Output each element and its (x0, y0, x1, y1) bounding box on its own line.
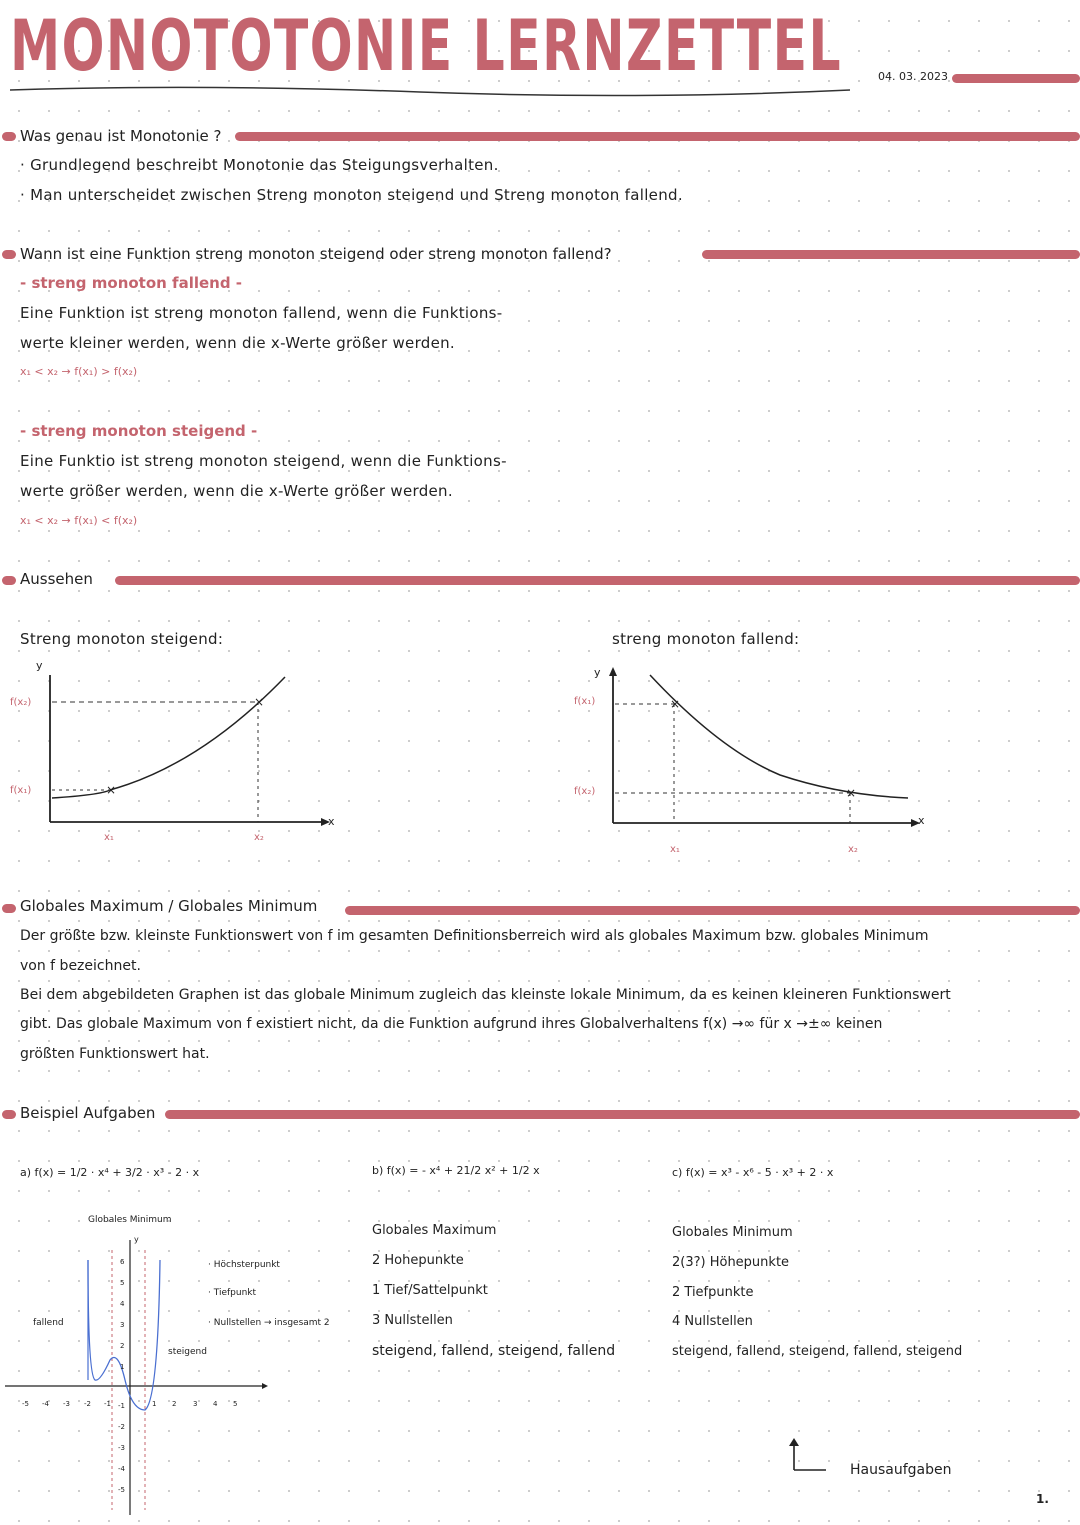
task-b-line: steigend, fallend, steigend, fallend (372, 1343, 616, 1359)
section-heading-monotonie: Was genau ist Monotonie ? (20, 127, 222, 145)
point-marker: × (106, 783, 117, 797)
subheading-steigend: - streng monoton steigend - (20, 422, 258, 440)
heading-marker (2, 576, 16, 585)
task-b-function: b) f(x) = - x⁴ + 21/2 x² + 1/2 x (372, 1164, 540, 1177)
text-line: von f bezeichnet. (20, 958, 141, 974)
svg-text:-1: -1 (104, 1400, 111, 1408)
svg-text:-2: -2 (84, 1400, 91, 1408)
graph-title-steigend: Streng monoton steigend: (20, 630, 224, 648)
task-a-label: · Höchsterpunkt (208, 1260, 280, 1270)
page-number: 1. (1036, 1492, 1049, 1506)
text-line: werte kleiner werden, wenn die x-Werte größer werden. (20, 334, 455, 352)
label-x1: x₁ (104, 832, 114, 843)
text-line: Bei dem abgebildeten Graphen ist das globale Minimum zugleich das kleinste lokale Minimum, da es keinen kleineren Funktionswert (20, 987, 951, 1003)
task-b-line: 2 Hohepunkte (372, 1253, 464, 1268)
point-marker: × (254, 695, 265, 709)
task-a-fallend: fallend (33, 1318, 64, 1328)
task-b-line: 1 Tief/Sattelpunkt (372, 1283, 488, 1298)
y-axis-label: y (134, 1235, 139, 1244)
label-fx2: f(x₂) (574, 786, 596, 797)
text-line: werte größer werden, wenn die x-Werte größer werden. (20, 482, 453, 500)
task-a-label-top: Globales Minimum (88, 1215, 172, 1225)
label-fx2: f(x₂) (10, 697, 32, 708)
svg-text:2: 2 (172, 1400, 177, 1408)
label-x2: x₂ (254, 832, 264, 843)
section-heading-when: Wann ist eine Funktion streng monoton steigend oder streng monoton fallend? (20, 245, 612, 263)
task-a-label: · Nullstellen → insgesamt 2 (208, 1318, 330, 1328)
point-marker: × (846, 786, 857, 800)
task-c-line: 4 Nullstellen (672, 1314, 753, 1329)
text-line: gibt. Das globale Maximum von f existiert nicht, da die Funktion aufgrund ihres Globalverhaltens f(x) →∞ für x →±∞ keinen (20, 1016, 883, 1032)
task-c-line: steigend, fallend, steigend, fallend, steigend (672, 1344, 963, 1359)
svg-text:3: 3 (120, 1321, 125, 1329)
task-c-line: 2 Tiefpunkte (672, 1285, 754, 1300)
homework-label: Hausaufgaben (850, 1462, 952, 1478)
svg-text:-4: -4 (118, 1465, 125, 1473)
section-heading-aussehen: Aussehen (20, 570, 93, 588)
label-fx1: f(x₁) (574, 696, 596, 707)
formula-fallend: x₁ < x₂ → f(x₁) > f(x₂) (20, 365, 138, 378)
task-a-function: a) f(x) = 1/2 · x⁴ + 3/2 · x³ - 2 · x (20, 1166, 200, 1179)
svg-text:-1: -1 (118, 1402, 125, 1410)
y-axis-label: y (36, 659, 43, 672)
heading-rule (165, 1110, 1080, 1119)
svg-text:-3: -3 (63, 1400, 70, 1408)
svg-text:1: 1 (120, 1363, 125, 1371)
graph-title-fallend: streng monoton fallend: (612, 630, 800, 648)
label-x1: x₁ (670, 844, 680, 855)
svg-text:-2: -2 (118, 1423, 125, 1431)
svg-text:4: 4 (213, 1400, 218, 1408)
task-a-graph (0, 1230, 280, 1520)
text-line: Eine Funktio ist streng monoton steigend, wenn die Funktions- (20, 452, 507, 470)
heading-rule (702, 250, 1080, 259)
heading-rule (235, 132, 1080, 141)
heading-marker (2, 250, 16, 259)
task-b-line: Globales Maximum (372, 1223, 497, 1238)
graph-fallend (570, 660, 940, 860)
date: 04. 03. 2023 (878, 70, 948, 83)
svg-text:2: 2 (120, 1342, 125, 1350)
task-b-line: 3 Nullstellen (372, 1313, 453, 1328)
label-fx1: f(x₁) (10, 785, 32, 796)
page-title: MONOTOTONIE LERNZETTEL (10, 5, 843, 87)
task-a-label: · Tiefpunkt (208, 1288, 257, 1298)
label-x2: x₂ (848, 844, 858, 855)
svg-text:5: 5 (233, 1400, 238, 1408)
y-arrow (609, 667, 617, 676)
curve-falling (650, 675, 908, 798)
section-heading-beispiel: Beispiel Aufgaben (20, 1104, 156, 1122)
heading-marker (2, 132, 16, 141)
graph-steigend (0, 655, 360, 845)
task-c-function: c) f(x) = x³ - x⁶ - 5 · x³ + 2 · x (672, 1166, 834, 1179)
x-axis-label: x (328, 815, 335, 828)
point-marker: × (670, 697, 681, 711)
title-underline (0, 80, 1080, 100)
text-line: Eine Funktion ist streng monoton fallend, wenn die Funktions- (20, 304, 503, 322)
text-line: Der größte bzw. kleinste Funktionswert von f im gesamten Definitionsberreich wird als globales Maximum bzw. globales Minimum (20, 928, 929, 944)
heading-rule (345, 906, 1080, 915)
curve-rising (52, 677, 285, 798)
text-line: · Man unterscheidet zwischen Streng monoton steigend und Streng monoton fallend. (20, 186, 683, 204)
task-a-steigend: steigend (168, 1347, 207, 1357)
svg-text:1: 1 (152, 1400, 157, 1408)
svg-text:-4: -4 (42, 1400, 49, 1408)
section-heading-global: Globales Maximum / Globales Minimum (20, 897, 318, 915)
text-line: · Grundlegend beschreibt Monotonie das Steigungsverhalten. (20, 156, 499, 174)
y-axis-label: y (594, 666, 601, 679)
subheading-fallend: - streng monoton fallend - (20, 274, 243, 292)
svg-text:5: 5 (120, 1279, 125, 1287)
svg-text:-5: -5 (118, 1486, 125, 1494)
svg-text:-5: -5 (22, 1400, 29, 1408)
title-rule (952, 74, 1080, 83)
heading-rule (115, 576, 1080, 585)
svg-text:6: 6 (120, 1258, 125, 1266)
svg-text:4: 4 (120, 1300, 125, 1308)
x-axis-label: x (918, 814, 925, 827)
formula-steigend: x₁ < x₂ → f(x₁) < f(x₂) (20, 514, 138, 527)
svg-text:3: 3 (193, 1400, 198, 1408)
task-c-line: 2(3?) Höhepunkte (672, 1255, 790, 1270)
heading-marker (2, 904, 16, 913)
heading-marker (2, 1110, 16, 1119)
arrow-icon (780, 1438, 840, 1478)
svg-text:-3: -3 (118, 1444, 125, 1452)
task-c-line: Globales Minimum (672, 1225, 793, 1240)
text-line: größten Funktionswert hat. (20, 1046, 210, 1062)
